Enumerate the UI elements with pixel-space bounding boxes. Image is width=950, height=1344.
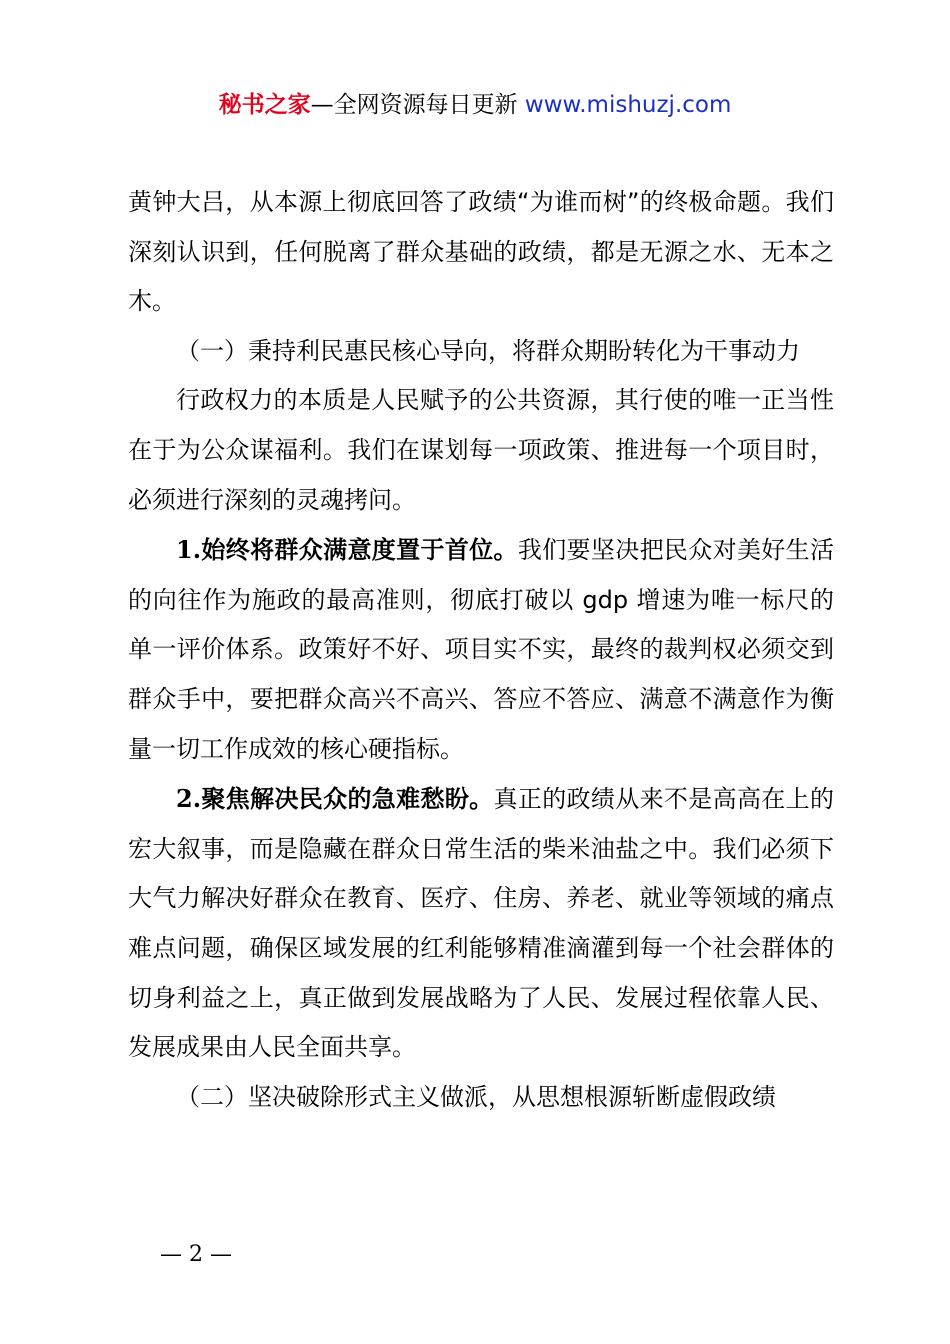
point-1-lead: 1.始终将群众满意度置于首位。 [176, 535, 518, 565]
section-heading-1: （一）秉持利民惠民核心导向，将群众期盼转化为干事动力 [176, 336, 800, 365]
paragraph-point-2 [128, 774, 834, 1073]
paragraph-continuation: 黄钟大吕，从本源上彻底回答了政绩“为谁而树”的终极命题。我们深刻认识到，任何脱离了群众基础的政绩，都是无源之水、无本之木。 [128, 188, 834, 316]
section-heading-2: （二）坚决破除形式主义做派，从思想根源斩断虚假政绩 [176, 1082, 776, 1111]
paragraph-point-1 [128, 525, 834, 774]
point-2-lead: 2.聚焦解决民众的急难愁盼。 [176, 784, 494, 814]
point-2-text: 真正的政绩从来不是高高在上的宏大叙事，而是隐藏在群众日常生活的柴米油盐之中。我们必须下大气力解决好群众在教育、医疗、住房、养老、就业等领域的痛点难点问题，确保区域发展的红利能够精准滴灌到每一个社会群体的切身利益之上，真正做到发展战略为了人民、发展过程依靠人民、发展成果由人民全面共享。 [128, 785, 834, 1062]
site-url[interactable]: www.mishuzj.com [524, 92, 732, 118]
point-1-text: 我们要坚决把民众对美好生活的向往作为施政的最高准则，彻底打破以 gdp 增速为唯一标尺的单一评价体系。政策好不好、项目实不实，最终的裁判权必须交到群众手中，要把群众高兴不高兴、答应不答应、满意不满意作为衡量一切工作成效的核心硬指标。 [128, 536, 834, 763]
site-tagline: —全网资源每日更新 [310, 92, 525, 118]
site-header [0, 88, 950, 122]
site-brand: 秘书之家 [218, 92, 311, 118]
paragraph-intro: 行政权力的本质是人民赋予的公共资源，其行使的唯一正当性在于为公众谋福利。我们在谋划每一项政策、推进每一个项目时，必须进行深刻的灵魂拷问。 [128, 386, 834, 514]
page-number: — 2 — [160, 1242, 232, 1267]
document-body [128, 178, 834, 1122]
